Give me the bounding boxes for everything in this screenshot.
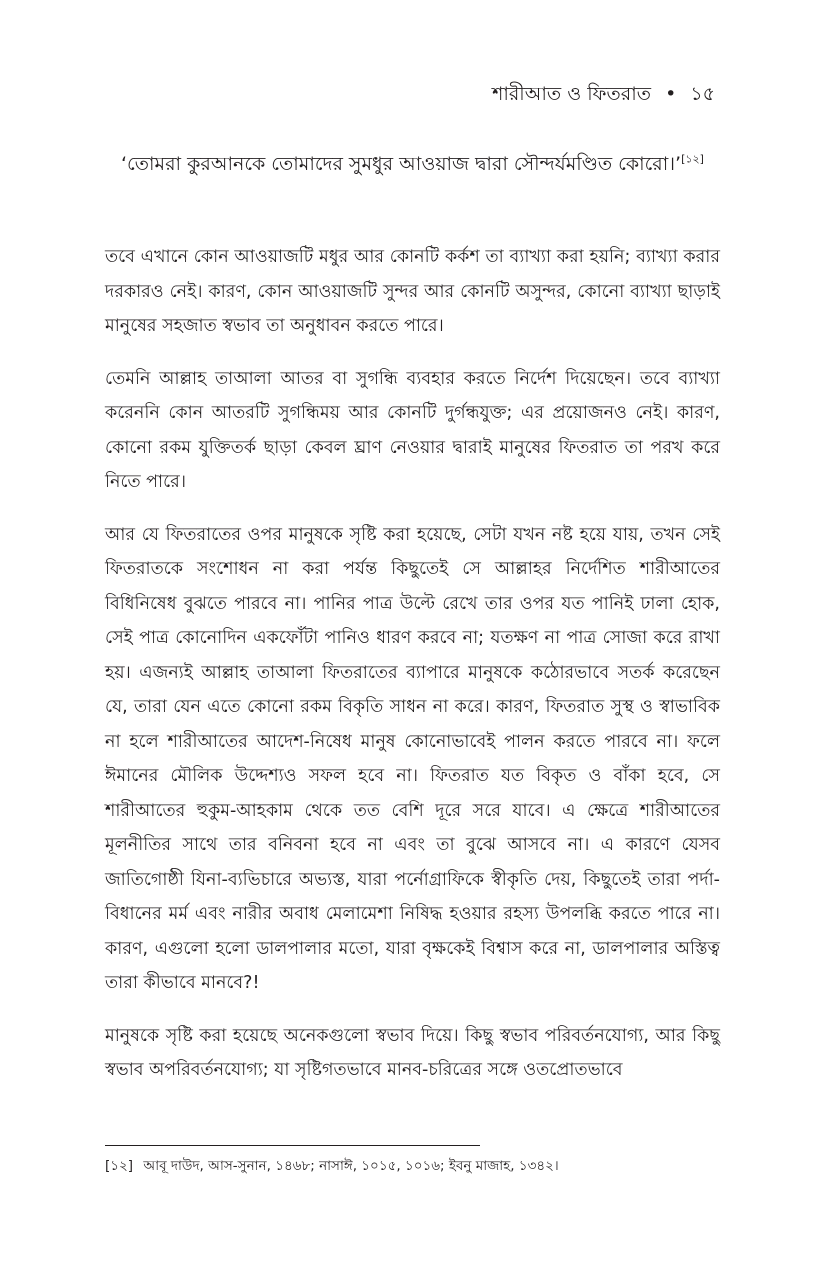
page-number: ১৫ (690, 83, 715, 105)
quote-footnote-ref: [১২] (681, 152, 704, 166)
body-text (105, 240, 720, 1088)
footnote-divider (105, 1145, 480, 1146)
paragraph-1: তবে এখানে কোন আওয়াজটি মধুর আর কোনটি কর্কশ তা ব্যাখ্যা করা হয়নি; ব্যাখ্যা করার দরকারও নেই। কারণ, কোন আওয়াজটি সুন্দর আর কোনটি অসুন্দর, কোনো ব্যাখ্যা ছাড়াই মানুষের সহজাত স্বভাব তা অনুধাবন করতে পারে। (105, 247, 720, 336)
paragraph-2: তেমনি আল্লাহ তাআলা আতর বা সুগন্ধি ব্যবহার করতে নির্দেশ দিয়েছেন। তবে ব্যাখ্যা করেননি কোন আতরটি সুগন্ধিময় আর কোনটি দুর্গন্ধযুক্ত; এর প্রয়োজনও নেই। কারণ, কোনো রকম যুক্তিতর্ক ছাড়া কেবল ঘ্রাণ নেওয়ার দ্বারাই মানুষের ফিতরাত তা পরখ করে নিতে পারে। (105, 368, 720, 492)
running-header (492, 80, 715, 108)
quote-text: ‘তোমরা কুরআনকে তোমাদের সুমধুর আওয়াজ দ্বারা সৌন্দর্যমণ্ডিত কোরো।’ (121, 153, 682, 175)
footnote-text: আবূ দাউদ, আস-সুনান, ১৪৬৮; নাসাঈ, ১০১৫, ১০১৬; ইবনু মাজাহ, ১৩৪২। (143, 1158, 559, 1174)
running-title: শারীআত ও ফিতরাত (492, 83, 652, 105)
block-quote (105, 148, 720, 181)
footnote (105, 1156, 720, 1176)
paragraph-4: মানুষকে সৃষ্টি করা হয়েছে অনেকগুলো স্বভাব দিয়ে। কিছু স্বভাব পরিবর্তনযোগ্য, আর কিছু স্বভাব অপরিবর্তনযোগ্য; যা সৃষ্টিগতভাবে মানব-চরিত্রের সঙ্গে ওতপ্রোতভাবে (105, 1025, 720, 1080)
header-separator: • (665, 83, 677, 105)
footnote-number: [১২] (105, 1158, 134, 1174)
paragraph-3: আর যে ফিতরাতের ওপর মানুষকে সৃষ্টি করা হয়েছে, সেটা যখন নষ্ট হয়ে যায়, তখন সেই ফিতরাতকে সংশোধন না করা পর্যন্ত কিছুতেই সে আল্লাহর নির্দেশিত শারীআতের বিধিনিষেধ বুঝতে পারবে না। পানির পাত্র উল্টে রেখে তার ওপর যত পানিই ঢালা হোক, সেই পাত্র কোনোদিন একফোঁটা পানিও ধারণ করবে না; যতক্ষণ না পাত্র সোজা করে রাখা হয়। এজন্যই আল্লাহ তাআলা ফিতরাতের ব্যাপারে মানুষকে কঠোরভাবে সতর্ক করেছেন যে, তারা যেন এতে কোনো রকম বিকৃতি সাধন না করে। কারণ, ফিতরাত সুস্থ ও স্বাভাবিক না হলে শারীআতের আদেশ-নিষেধ মানুষ কোনোভাবেই পালন করতে পারবে না। ফলে ঈমানের মৌলিক উদ্দেশ্যও সফল হবে না। ফিতরাত যত বিকৃত ও বাঁকা হবে, সে শারীআতের হুকুম-আহকাম থেকে তত বেশি দূরে সরে যাবে। এ ক্ষেত্রে শারীআতের মূলনীতির সাথে তার বনিবনা হবে না এবং তা বুঝে আসবে না। এ কারণে যেসব জাতিগোষ্ঠী যিনা-ব্যভিচারে অভ্যস্ত, যারা পর্নোগ্রাফিকে স্বীকৃতি দেয়, কিছুতেই তারা পর্দা-বিধানের মর্ম এবং নারীর অবাধ মেলামেশা নিষিদ্ধ হওয়ার রহস্য উপলব্ধি করতে পারে না। কারণ, এগুলো হলো ডালপালার মতো, যারা বৃক্ষকেই বিশ্বাস করে না, ডালপালার অস্তিত্ব তারা কীভাবে মানবে?! (105, 524, 720, 993)
